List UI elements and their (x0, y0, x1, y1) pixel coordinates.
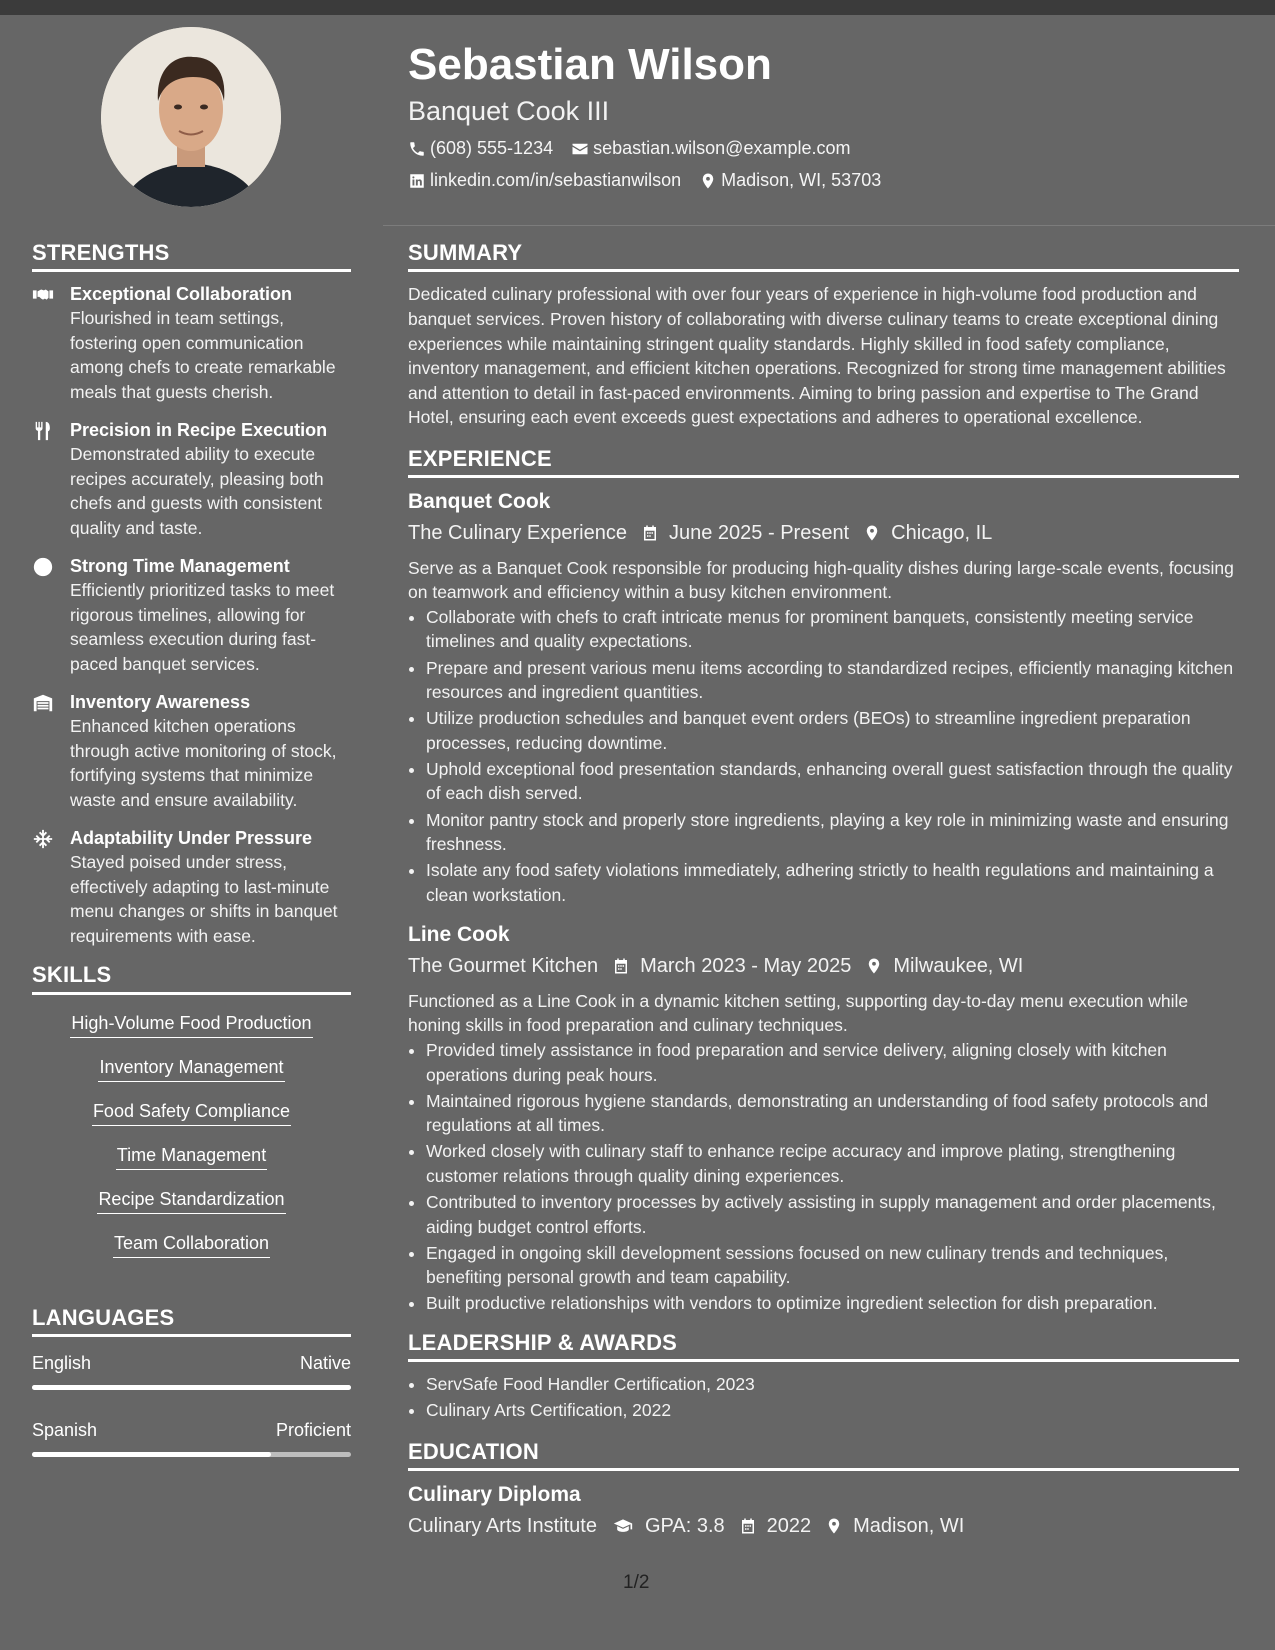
map-pin-icon (825, 1516, 843, 1536)
warehouse-icon (32, 692, 54, 714)
strength-item (32, 554, 351, 676)
summary-heading: SUMMARY (408, 240, 1239, 272)
strengths-heading: STRENGTHS (32, 240, 351, 272)
skill-tag: Inventory Management (98, 1055, 284, 1082)
bullet-item: • Uphold exceptional food presentation standards, enhancing overall guest satisfaction through the quality of each dish served. (426, 757, 1239, 806)
awards-section (408, 1330, 1239, 1423)
company-name: The Gourmet Kitchen (408, 954, 599, 977)
phone-contact[interactable] (408, 138, 553, 159)
awards-heading: LEADERSHIP & AWARDS (408, 1330, 1239, 1362)
bullet-item: • Contributed to inventory processes by actively assisting in supply management and order placements, aiding budget control efforts. (426, 1190, 1239, 1239)
bullet-item: • Engaged in ongoing skill development sessions focused on new culinary trends and techniques, benefiting personal growth and team capability. (426, 1241, 1239, 1290)
date-range: June 2025 - Present (669, 521, 850, 544)
email-contact[interactable] (571, 138, 850, 159)
language-item (32, 1418, 351, 1457)
linkedin-icon (408, 172, 426, 190)
handshake-icon (32, 284, 54, 306)
map-pin-icon (865, 956, 883, 976)
phone-number: (608) 555-1234 (430, 138, 554, 159)
bullet-item: • Collaborate with chefs to craft intricate menus for prominent banquets, consistently meeting service timelines and quality expectations. (426, 605, 1239, 654)
location-contact (699, 170, 881, 191)
map-pin-icon (699, 172, 717, 190)
strength-item (32, 282, 351, 404)
bullet-item: • Worked closely with culinary staff to enhance recipe accuracy and improve plating, strengthening customer relations through quality dining experiences. (426, 1139, 1239, 1188)
award-item: • Culinary Arts Certification, 2022 (426, 1398, 1239, 1423)
gpa-text: GPA: 3.8 (644, 1514, 725, 1537)
strength-desc: Stayed poised under stress, effectively adapting to last-minute menu changes or shifts in banquet requirements with ease. (70, 852, 338, 946)
phone-icon (408, 140, 426, 158)
education-heading: EDUCATION (408, 1439, 1239, 1471)
job-title: Line Cook (408, 923, 510, 947)
bullet-item: • Isolate any food safety violations immediately, adhering strictly to health regulations and maintaining a clean workstation. (426, 858, 1239, 907)
job-title: Banquet Cook (408, 490, 551, 514)
calendar-icon (641, 523, 659, 543)
calendar-icon (612, 956, 630, 976)
skill-tag: Food Safety Compliance (92, 1099, 291, 1126)
clock-icon (32, 556, 54, 578)
page-number: 1/2 (623, 1572, 650, 1593)
candidate-name: Sebastian Wilson (408, 40, 772, 89)
header-divider (383, 225, 1275, 226)
linkedin-contact[interactable] (408, 170, 681, 191)
map-pin-icon (863, 523, 881, 543)
left-column (32, 240, 351, 1457)
language-proficiency-bar (32, 1385, 351, 1390)
job-entry (408, 921, 1239, 1316)
location-text: Milwaukee, WI (893, 954, 1024, 977)
strength-desc: Enhanced kitchen operations through active monitoring of stock, fortifying systems that minimize waste and ensure availability. (70, 716, 337, 810)
languages-section (32, 1305, 351, 1457)
bullet-item: • Provided timely assistance in food preparation and service delivery, aligning closely with kitchen operations during peak hours. (426, 1038, 1239, 1087)
language-proficiency-bar (32, 1452, 351, 1457)
experience-heading: EXPERIENCE (408, 446, 1239, 478)
calendar-icon (739, 1516, 757, 1536)
languages-heading: LANGUAGES (32, 1305, 351, 1337)
strength-item (32, 690, 351, 812)
linkedin-url: linkedin.com/in/sebastianwilson (430, 170, 682, 191)
language-name: English (32, 1353, 92, 1374)
top-bar (0, 0, 1275, 15)
job-dates (641, 520, 849, 546)
education-section (408, 1439, 1239, 1539)
bullet-item: • Built productive relationships with vendors to optimize ingredient selection for dish preparation. (426, 1291, 1239, 1316)
summary-text: Dedicated culinary professional with over four years of experience in high-volume food production and banquet services. Proven history of collaborating with diverse culinary teams to create exceptional dining experiences while maintaining stringent quality standards. Highly skilled in food safety compliance, inventory management, and efficient kitchen operations. Recognized for strong time management abilities and attention to detail in fast-paced environments. Aiming to bring passion and expertise to The Grand Hotel, ensuring each event exceeds guest expectations and adheres to operational excellence. (408, 284, 1226, 428)
skill-tag: High-Volume Food Production (70, 1011, 312, 1038)
strength-title: Inventory Awareness (70, 692, 251, 713)
strength-title: Exceptional Collaboration (70, 284, 293, 305)
job-description: Serve as a Banquet Cook responsible for producing high-quality dishes during large-scale events, focusing on teamwork and efficiency within a busy kitchen environment. (408, 557, 1234, 603)
strength-item (32, 826, 351, 948)
job-description: Functioned as a Line Cook in a dynamic kitchen setting, supporting day-to-day menu execution while honing skills in food preparation and culinary techniques. (408, 990, 1189, 1036)
bullet-item: • Maintained rigorous hygiene standards, demonstrating an understanding of food safety protocols and regulations at all times. (426, 1089, 1239, 1138)
summary-section (408, 240, 1239, 430)
utensils-icon (32, 420, 54, 442)
award-item: • ServSafe Food Handler Certification, 2023 (426, 1372, 1239, 1397)
company-name: The Culinary Experience (408, 521, 627, 544)
candidate-title: Banquet Cook III (408, 95, 610, 126)
awards-list (408, 1372, 1239, 1423)
education-location (825, 1513, 964, 1539)
envelope-icon (571, 140, 589, 158)
profile-photo (101, 27, 281, 207)
job-entry (408, 488, 1239, 907)
contact-line-1 (408, 133, 1228, 165)
strength-desc: Flourished in team settings, fostering open communication among chefs to create remarkable meals that guests cherish. (70, 308, 336, 402)
skill-tag: Team Collaboration (113, 1231, 270, 1258)
bullet-item: • Prepare and present various menu items according to standardized recipes, efficiently managing kitchen resources and ingredient quantities. (426, 656, 1239, 705)
language-proficiency-fill (32, 1385, 351, 1390)
location-text: Madison, WI (853, 1514, 965, 1537)
date-range: March 2023 - May 2025 (640, 954, 852, 977)
strength-desc: Efficiently prioritized tasks to meet rigorous timelines, allowing for seamless execution during fast-paced banquet services. (70, 580, 335, 674)
graduation-cap-icon (611, 1516, 635, 1536)
skill-tag: Recipe Standardization (97, 1187, 285, 1214)
contact-line-2 (408, 165, 1228, 197)
degree-title: Culinary Diploma (408, 1483, 581, 1507)
job-dates (612, 953, 851, 979)
bullet-item: • Monitor pantry stock and properly store ingredients, playing a key role in minimizing waste and ensuring freshness. (426, 808, 1239, 857)
experience-section (408, 446, 1239, 1316)
education-year (739, 1513, 812, 1539)
job-location (865, 953, 1023, 979)
bullet-item: • Utilize production schedules and banquet event orders (BEOs) to streamline ingredient preparation processes, reducing downtime. (426, 706, 1239, 755)
language-proficiency-fill (32, 1452, 271, 1457)
language-level: Proficient (275, 1420, 351, 1441)
job-bullets (408, 605, 1239, 908)
resume-header (408, 40, 1228, 197)
skills-section (32, 962, 351, 1268)
job-company (408, 953, 598, 979)
school-text: Culinary Arts Institute (408, 1514, 597, 1537)
year-text: 2022 (766, 1514, 812, 1537)
email-address: sebastian.wilson@example.com (593, 138, 851, 159)
snowflake-icon (32, 828, 54, 850)
job-bullets (408, 1038, 1239, 1316)
strength-item (32, 418, 351, 540)
strengths-section (32, 240, 351, 948)
job-company (408, 520, 627, 546)
strength-title: Adaptability Under Pressure (70, 828, 313, 849)
skill-tag: Time Management (116, 1143, 267, 1170)
education-gpa (611, 1513, 725, 1539)
language-level: Native (299, 1353, 351, 1374)
job-location (863, 520, 992, 546)
strength-title: Precision in Recipe Execution (70, 420, 328, 441)
strength-title: Strong Time Management (70, 556, 290, 577)
school-name (408, 1513, 597, 1539)
right-column (408, 240, 1239, 1549)
language-name: Spanish (32, 1420, 98, 1441)
profile-photo-image (101, 27, 281, 207)
language-item (32, 1351, 351, 1390)
location-text: Chicago, IL (891, 521, 993, 544)
location-text: Madison, WI, 53703 (721, 170, 882, 191)
skills-heading: SKILLS (32, 962, 351, 994)
strength-desc: Demonstrated ability to execute recipes accurately, pleasing both chefs and guests with consistent quality and taste. (70, 444, 324, 538)
